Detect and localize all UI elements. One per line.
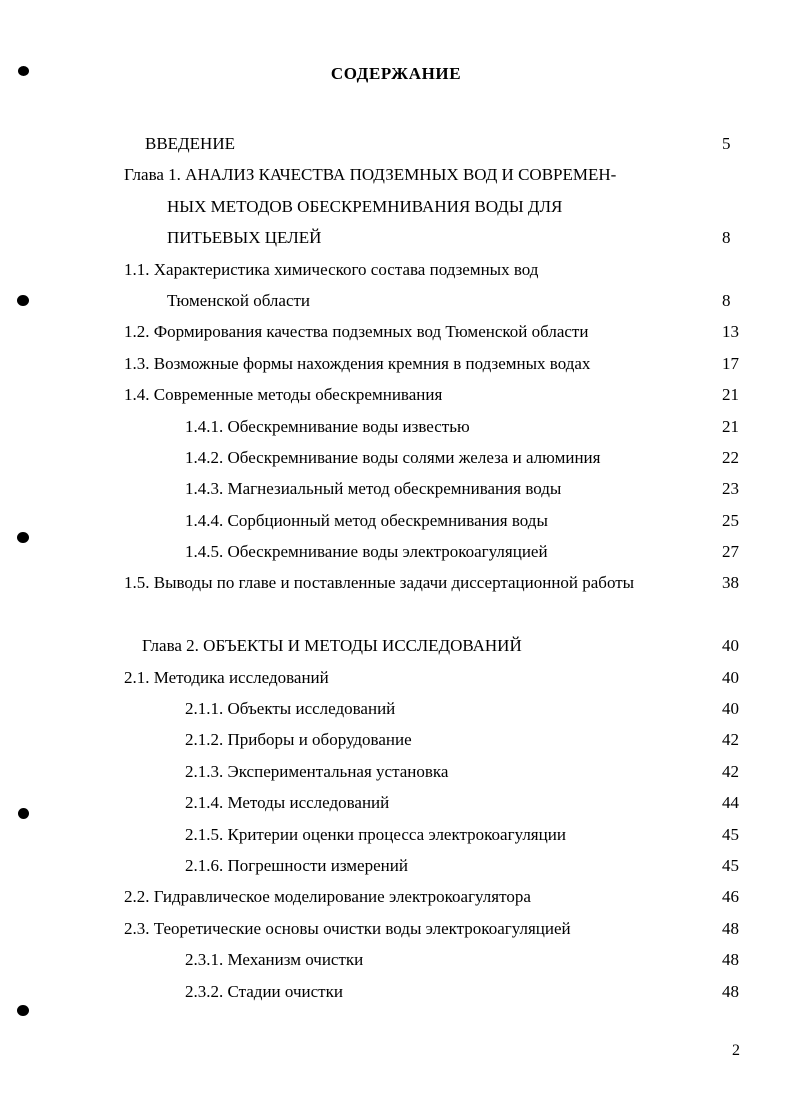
toc-entry-label: 2.1.3. Экспериментальная установка [185, 761, 449, 781]
toc-entry-page-number: 40 [722, 667, 739, 687]
toc-entry-label: 2.1.4. Методы исследований [185, 793, 390, 813]
toc-entry-page-number: 40 [722, 636, 739, 656]
toc-entry-page-number: 48 [722, 918, 739, 938]
toc-entry-label: НЫХ МЕТОДОВ ОБЕСКРЕМНИВАНИЯ ВОДЫ ДЛЯ [167, 196, 563, 216]
toc-entry-label: Глава 1. АНАЛИЗ КАЧЕСТВА ПОДЗЕМНЫХ ВОД И СОВРЕМЕН- [124, 165, 617, 185]
toc-entry-label: 2.1.2. Приборы и оборудование [185, 730, 412, 750]
toc-entry-page-number: 42 [722, 730, 739, 750]
page-title: СОДЕРЖАНИЕ [330, 64, 462, 83]
toc-entry-label: 2.3. Теоретические основы очистки воды электрокоагуляцией [124, 918, 571, 938]
toc-entry[interactable] [0, 756, 792, 787]
toc-entry-page-number: 27 [722, 542, 739, 562]
toc-entry-page-number: 48 [722, 950, 739, 970]
toc-entry[interactable] [0, 536, 792, 567]
toc-entry-label: 1.4.5. Обескремнивание воды электрокоагуляцией [185, 542, 548, 562]
table-of-contents [0, 128, 792, 1007]
toc-entry[interactable] [0, 285, 792, 316]
toc-entry-page-number: 44 [722, 793, 739, 813]
toc-entry[interactable] [0, 348, 792, 379]
toc-entry-label: 2.1.1. Объекты исследований [185, 699, 396, 719]
toc-entry[interactable] [0, 693, 792, 724]
toc-entry-page-number: 21 [722, 385, 739, 405]
toc-entry[interactable] [0, 881, 792, 912]
toc-entry-page-number: 46 [722, 887, 739, 907]
toc-entry-label: 2.2. Гидравлическое моделирование электрокоагулятора [124, 887, 531, 907]
toc-entry-label: 1.4.3. Магнезиальный метод обескремнивания воды [185, 479, 562, 499]
toc-entry-page-number: 40 [722, 699, 739, 719]
toc-entry[interactable] [0, 630, 792, 661]
toc-entry-page-number: 21 [722, 416, 739, 436]
toc-entry-label: 1.2. Формирования качества подземных вод Тюменской области [124, 322, 589, 342]
toc-entry[interactable] [0, 787, 792, 818]
toc-entry-page-number: 42 [722, 761, 739, 781]
toc-entry[interactable] [0, 222, 792, 253]
toc-entry-label: 2.3.2. Стадии очистки [185, 981, 343, 1001]
toc-entry[interactable] [0, 662, 792, 693]
toc-entry-label: 2.3.1. Механизм очистки [185, 950, 364, 970]
toc-entry-label: Глава 2. ОБЪЕКТЫ И МЕТОДЫ ИССЛЕДОВАНИЙ [142, 636, 522, 656]
toc-entry-label: ПИТЬЕВЫХ ЦЕЛЕЙ [167, 228, 322, 248]
toc-entry-page-number: 17 [722, 353, 739, 373]
toc-entry-page-number: 25 [722, 510, 739, 530]
toc-entry[interactable] [0, 379, 792, 410]
toc-entry-label: 1.5. Выводы по главе и поставленные задачи диссертационной работы [124, 573, 635, 593]
toc-entry[interactable] [0, 976, 792, 1007]
toc-entry-label: 2.1. Методика исследований [124, 667, 329, 687]
toc-entry-page-number: 22 [722, 447, 739, 467]
toc-entry[interactable] [0, 254, 792, 285]
toc-entry[interactable] [0, 316, 792, 347]
toc-entry[interactable] [0, 159, 792, 190]
toc-entry[interactable] [0, 505, 792, 536]
toc-entry[interactable] [0, 473, 792, 504]
toc-entry-page-number: 48 [722, 981, 739, 1001]
toc-entry-label: 1.1. Характеристика химического состава подземных вод [124, 259, 539, 279]
toc-entry-label: 1.4. Современные методы обескремнивания [124, 385, 443, 405]
toc-entry[interactable] [0, 191, 792, 222]
toc-entry-page-number: 23 [722, 479, 739, 499]
toc-entry-label: 2.1.5. Критерии оценки процесса электрокоагуляции [185, 824, 566, 844]
toc-entry[interactable] [0, 819, 792, 850]
toc-entry-page-number: 45 [722, 855, 739, 875]
toc-entry[interactable] [0, 850, 792, 881]
toc-entry-label: 1.3. Возможные формы нахождения кремния в подземных водах [124, 353, 591, 373]
toc-entry[interactable] [0, 411, 792, 442]
toc-entry[interactable] [0, 724, 792, 755]
toc-entry-page-number: 13 [722, 322, 739, 342]
toc-entry-page-number: 8 [722, 290, 731, 310]
toc-entry-page-number: 8 [722, 228, 731, 248]
toc-entry[interactable] [0, 913, 792, 944]
page-folio-number: 2 [732, 1042, 740, 1059]
toc-entry[interactable] [0, 944, 792, 975]
toc-entry-page-number: 38 [722, 573, 739, 593]
toc-spacer [0, 599, 792, 630]
toc-entry-label: 1.4.1. Обескремнивание воды известью [185, 416, 470, 436]
toc-entry-page-number: 5 [722, 134, 731, 153]
toc-entry-label: 1.4.4. Сорбционный метод обескремнивания воды [185, 510, 548, 530]
toc-entry[interactable] [0, 128, 792, 159]
toc-entry-label: 2.1.6. Погрешности измерений [185, 855, 408, 875]
toc-entry-page-number: 45 [722, 824, 739, 844]
toc-entry-label: Тюменской области [167, 290, 311, 310]
toc-entry-label: ВВЕДЕНИЕ [145, 134, 235, 153]
toc-entry-label: 1.4.2. Обескремнивание воды солями железа и алюминия [185, 447, 601, 467]
toc-entry[interactable] [0, 567, 792, 598]
toc-entry[interactable] [0, 442, 792, 473]
